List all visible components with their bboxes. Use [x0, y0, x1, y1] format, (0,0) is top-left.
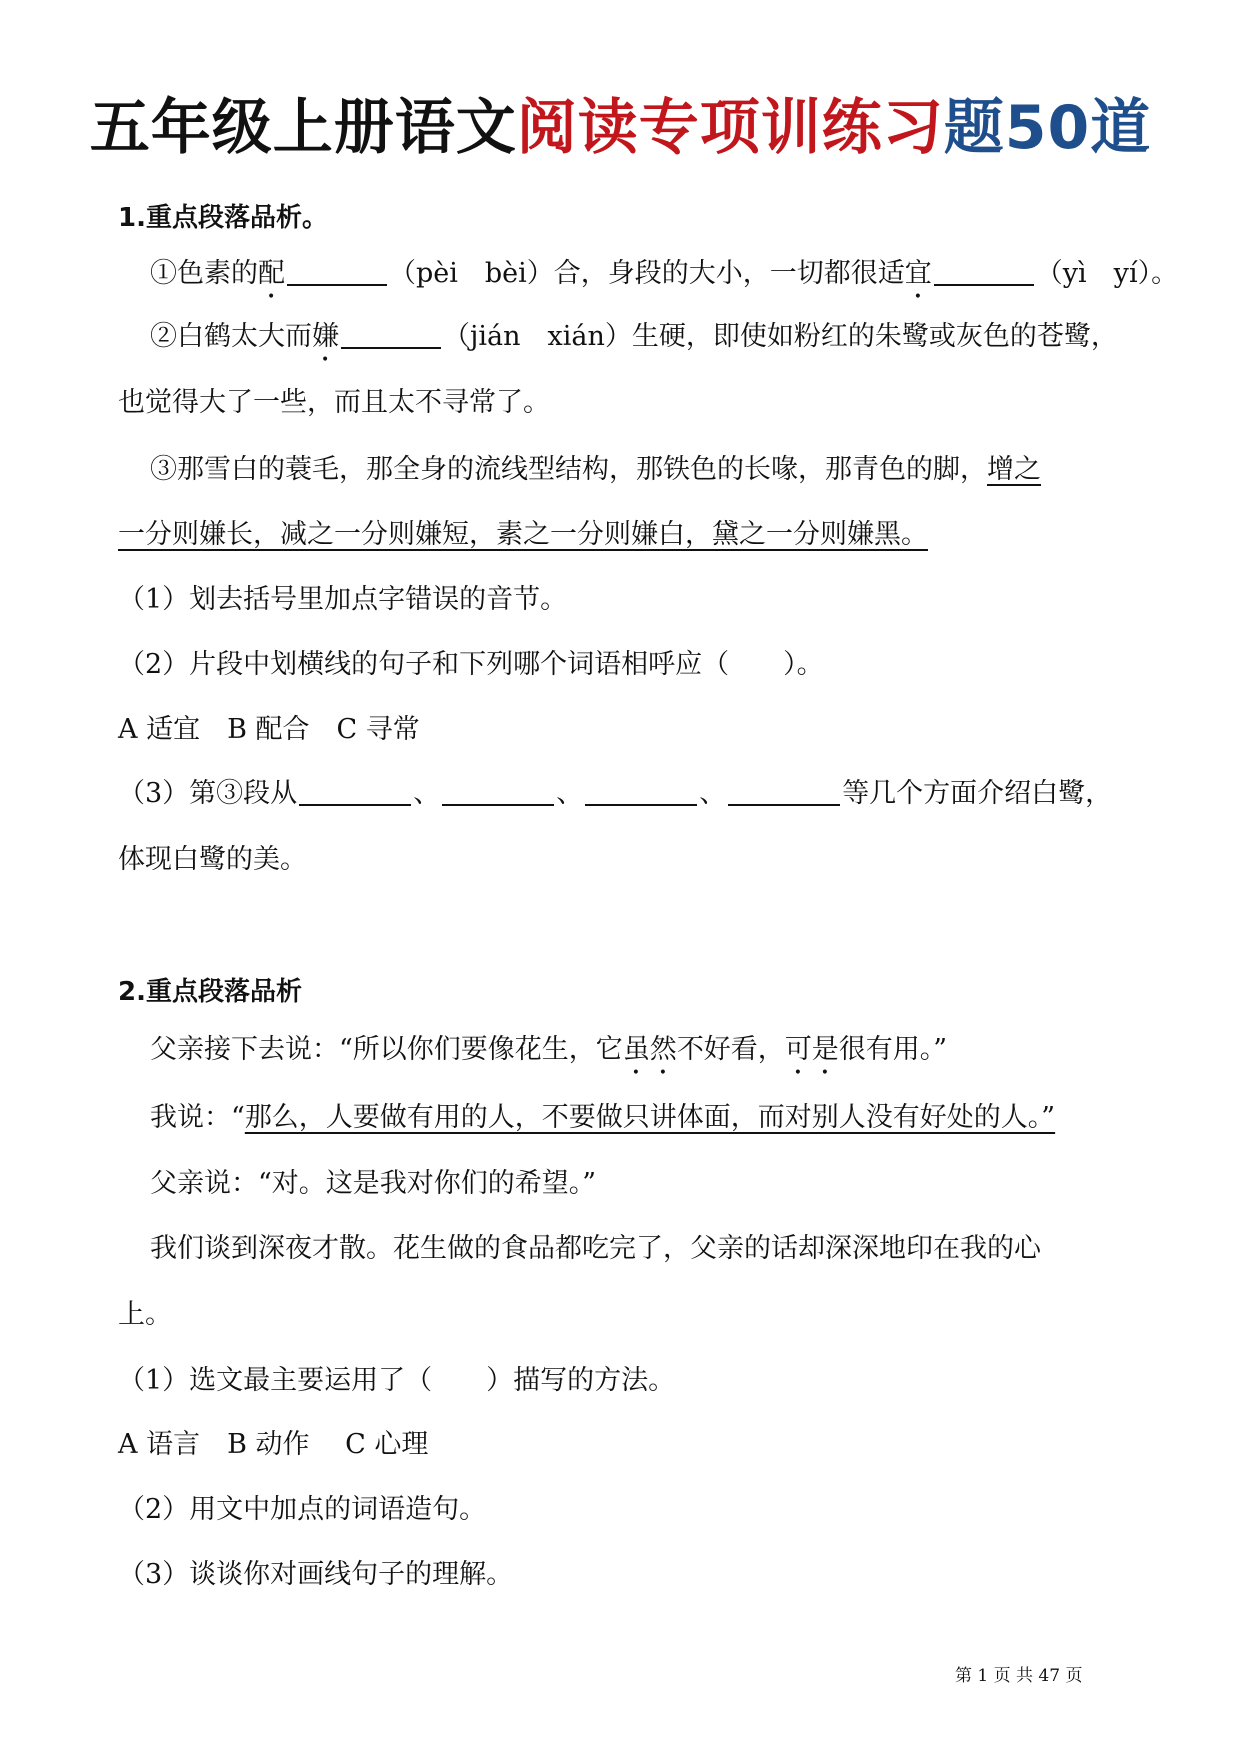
title-number: 50 — [1004, 93, 1091, 163]
underlined-sentence: 那么，人要做有用的人，不要做只讲体面，而对别人没有好处的人。” — [244, 1102, 1056, 1133]
dotted-word: 可是 — [784, 1034, 839, 1065]
q1-sub-question-3-cont: 体现白鹭的美。 — [118, 844, 307, 875]
q1-sub-question-3: （3）第③段从 、 、 、 等几个方面介绍白鹭， — [118, 778, 1113, 809]
underlined-sentence: 增之 — [987, 454, 1041, 485]
underlined-sentence: 一分则嫌长，减之一分则嫌短，素之一分则嫌白，黛之一分则嫌黑。 — [118, 519, 928, 550]
q2-options: A 语言 B 动作 C 心理 — [118, 1429, 429, 1460]
answer-blank[interactable] — [934, 258, 1034, 286]
q1-paragraph-2: ②白鹤太大而嫌 （jián xián）生硬，即使如粉红的朱鹭或灰色的苍鹭， — [150, 321, 1118, 352]
q2-paragraph-4-cont: 上。 — [118, 1299, 172, 1330]
dotted-char: 配 — [258, 258, 285, 289]
q2-sub-question-1: （1）选文最主要运用了（ ）描写的方法。 — [118, 1365, 676, 1396]
answer-blank[interactable] — [442, 778, 554, 806]
q1-paragraph-2-cont: 也觉得大了一些，而且太不寻常了。 — [118, 387, 550, 418]
answer-blank[interactable] — [299, 778, 411, 806]
q2-paragraph-2: 我说：“那么，人要做有用的人，不要做只讲体面，而对别人没有好处的人。” — [150, 1102, 1056, 1133]
q1-sub-question-1: （1）划去括号里加点字错误的音节。 — [118, 584, 568, 615]
answer-blank[interactable] — [728, 778, 840, 806]
dotted-word: 虽然 — [622, 1034, 677, 1065]
title-part-black: 五年级上册语文 — [89, 93, 517, 163]
q1-paragraph-1: ①色素的配 （pèi bèi）合，身段的大小，一切都很适宜 （yì yí）。 — [150, 258, 1179, 289]
answer-blank[interactable] — [585, 778, 697, 806]
title-part-end: 道 — [1090, 93, 1152, 163]
title-part-red: 阅读专项训练习 — [516, 93, 944, 163]
q1-paragraph-3-cont — [118, 515, 928, 555]
q1-sub-question-2: （2）片段中划横线的句子和下列哪个词语相呼应（ ）。 — [118, 649, 824, 680]
dotted-char: 嫌 — [312, 321, 339, 352]
q2-paragraph-4: 我们谈到深夜才散。花生做的食品都吃完了，父亲的话却深深地印在我的心 — [150, 1233, 1041, 1264]
dotted-char: 宜 — [904, 258, 932, 289]
answer-blank[interactable] — [341, 321, 441, 349]
q1-paragraph-3: ③那雪白的蓑毛，那全身的流线型结构，那铁色的长喙，那青色的脚，增之 — [150, 454, 1041, 485]
q1-options: A 适宜 B 配合 C 寻常 — [118, 714, 420, 745]
q2-sub-question-2: （2）用文中加点的词语造句。 — [118, 1494, 487, 1525]
q1-heading: 1.重点段落品析。 — [118, 203, 328, 233]
title-part-blue: 题 — [943, 93, 1005, 163]
page-title — [0, 88, 1241, 168]
q2-paragraph-3: 父亲说：“对。这是我对你们的希望。” — [150, 1168, 597, 1199]
q2-paragraph-1: 父亲接下去说：“所以你们要像花生，它虽然不好看，可是很有用。” — [150, 1034, 948, 1065]
q2-sub-question-3: （3）谈谈你对画线句子的理解。 — [118, 1559, 514, 1590]
page-number: 第 1 页 共 47 页 — [955, 1666, 1083, 1686]
answer-blank[interactable] — [287, 258, 387, 286]
q2-heading: 2.重点段落品析 — [118, 977, 302, 1007]
